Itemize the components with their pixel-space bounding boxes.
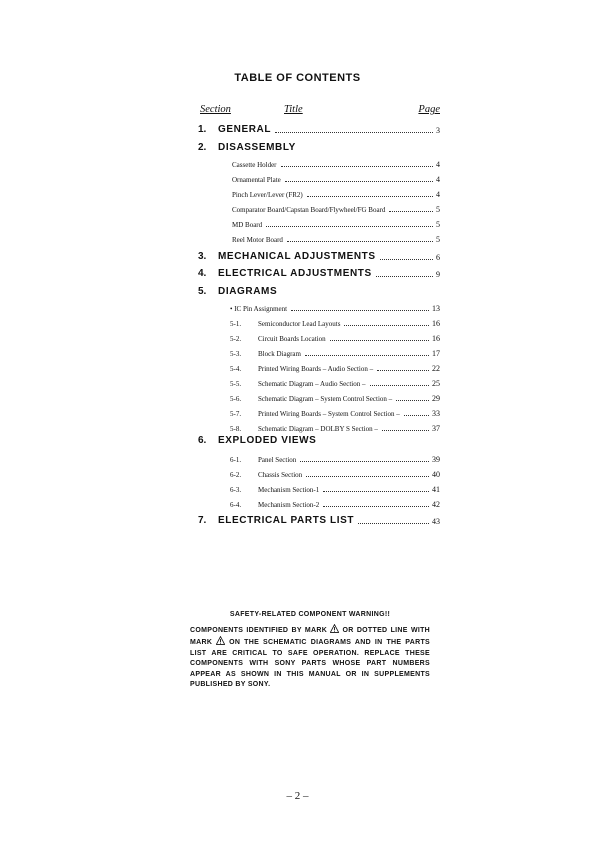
toc-entry-diagrams [0,283,595,297]
page-number: 40 [432,470,440,479]
subsection-title: Chassis Section [258,471,303,479]
toc-subentry [0,389,595,403]
safety-warning [190,610,430,691]
leader-dots [323,491,429,492]
leader-dots [300,461,429,462]
leader-dots [305,355,429,356]
toc-entry-general [0,121,595,135]
page-number: 4 [436,175,440,184]
leader-dots [382,430,429,431]
subsection-title: Mechanism Section-2 [258,501,320,509]
page-column-header: Page [418,104,440,115]
toc-entry-electrical-adjustments [0,265,595,279]
toc-subentry [0,419,595,433]
toc-entry-mechanical-adjustments [0,248,595,262]
page-number: 42 [432,500,440,509]
leader-dots [344,325,429,326]
subsection-title: Pinch Lever/Lever (FR2) [232,191,303,199]
toc-entry-electrical-parts-list [0,512,595,526]
warning-text: COMPONENTS IDENTIFIED BY MARK [190,626,328,634]
leader-dots [275,132,433,133]
subsection-number: 6-3. [230,486,242,494]
leader-dots [370,385,429,386]
title-column-header: Title [284,104,303,115]
page-number: 16 [432,319,440,328]
toc-subentry [0,200,595,214]
toc-subentry [0,450,595,464]
subsection-number: 6-2. [230,471,242,479]
page-number: 5 [436,220,440,229]
page-number: 5 [436,235,440,244]
page-number: 16 [432,334,440,343]
section-title: ELECTRICAL PARTS LIST [218,515,355,526]
page-number: 9 [436,270,440,279]
subsection-number: 5-2. [230,335,242,343]
subsection-title: Panel Section [258,456,297,464]
toc-subentry [0,299,595,313]
section-title: GENERAL [218,124,272,135]
subsection-title: Mechanism Section-1 [258,486,320,494]
warning-triangle-icon [330,624,339,633]
section-number: 3. [198,251,207,262]
warning-body [190,624,430,691]
page-number: 37 [432,424,440,433]
warning-title: SAFETY-RELATED COMPONENT WARNING!! [229,611,391,618]
toc-subentry [0,155,595,169]
leader-dots [287,241,433,242]
toc-subentry [0,215,595,229]
subsection-title: Reel Motor Board [232,236,283,244]
section-title: DISASSEMBLY [218,142,296,153]
subsection-title: Ornamental Plate [232,176,281,184]
toc-subentry [0,314,595,328]
subsection-number: 5-6. [230,395,242,403]
subsection-title: • IC Pin Assignment [230,305,288,313]
section-title: ELECTRICAL ADJUSTMENTS [218,268,372,279]
subsection-title: Cassette Holder [232,161,277,169]
leader-dots [380,259,433,260]
toc-subentry [0,359,595,373]
page-number: 13 [432,304,440,313]
leader-dots [396,400,429,401]
subsection-number: 6-4. [230,501,242,509]
leader-dots [285,181,433,182]
section-title: DIAGRAMS [218,286,278,297]
subsection-title: Printed Wiring Boards – Audio Section – [258,365,374,373]
subsection-title: Block Diagram [258,350,301,358]
subsection-title: Comparator Board/Capstan Board/Flywheel/FG Board [232,206,386,214]
leader-dots [323,506,429,507]
page-number: 41 [432,485,440,494]
subsection-title: Schematic Diagram – System Control Section – [258,395,393,403]
warning-text: OR DOTTED LINE WITH MARK [190,626,431,646]
warning-triangle-icon [216,636,225,645]
subsection-title: Semiconductor Lead Layouts [258,320,341,328]
leader-dots [291,310,429,311]
section-number: 5. [198,286,207,297]
toc-entry-exploded-views [0,432,595,446]
page-number: 43 [432,517,440,526]
section-title: MECHANICAL ADJUSTMENTS [218,251,376,262]
toc-subentry [0,170,595,184]
page-number: 29 [432,394,440,403]
leader-dots [281,166,433,167]
page-number: 22 [432,364,440,373]
toc-subentry [0,329,595,343]
subsection-title: Schematic Diagram – Audio Section – [258,380,366,388]
page-title: TABLE OF CONTENTS [234,72,361,84]
page-number: 6 [436,253,440,262]
leader-dots [404,415,429,416]
subsection-number: 5-4. [230,365,242,373]
subsection-number: 5-7. [230,410,242,418]
leader-dots [307,196,433,197]
page-number: 25 [432,379,440,388]
subsection-title: Circuit Boards Location [258,335,326,343]
toc-subentry [0,465,595,479]
section-number: 4. [198,268,207,279]
toc-subentry [0,374,595,388]
subsection-title: Printed Wiring Boards – System Control Section – [258,410,400,418]
toc-subentry [0,495,595,509]
section-number: 6. [198,435,207,446]
toc-subentry [0,230,595,244]
page-number: 4 [436,160,440,169]
subsection-number: 5-1. [230,320,242,328]
page-number: 3 [436,126,440,135]
leader-dots [306,476,429,477]
leader-dots [266,226,433,227]
warning-text: ON THE SCHEMATIC DIAGRAMS AND IN THE PARTS LIST ARE CRITICAL TO SAFE OPERATION. REPLACE THESE COMPONENTS WITH SONY PARTS WHOSE PART NUMBERS APPEAR AS SHOWN IN THIS MANUAL OR IN SUPPLEMENTS PUBLISHED BY SONY. [190,639,431,688]
leader-dots [389,211,433,212]
section-column-header: Section [200,104,231,115]
section-title: EXPLODED VIEWS [218,435,317,446]
page-number: 17 [432,349,440,358]
toc-subentry [0,185,595,199]
subsection-title: MD Board [232,221,263,229]
leader-dots [330,340,429,341]
page-number: 4 [436,190,440,199]
page-number: 39 [432,455,440,464]
subsection-number: 6-1. [230,456,242,464]
section-number: 2. [198,142,207,153]
subsection-number: 5-8. [230,425,242,433]
toc-subentry [0,480,595,494]
page-number-footer: – 2 – [286,790,309,802]
subsection-title: Schematic Diagram – DOLBY S Section – [258,425,378,433]
section-number: 1. [198,124,207,135]
subsection-number: 5-5. [230,380,242,388]
subsection-number: 5-3. [230,350,242,358]
toc-subentry [0,404,595,418]
section-number: 7. [198,515,207,526]
leader-dots [377,370,429,371]
page-number: 5 [436,205,440,214]
leader-dots [358,523,429,524]
page-number: 33 [432,409,440,418]
toc-subentry [0,344,595,358]
toc-entry-disassembly [0,139,595,153]
leader-dots [376,276,433,277]
